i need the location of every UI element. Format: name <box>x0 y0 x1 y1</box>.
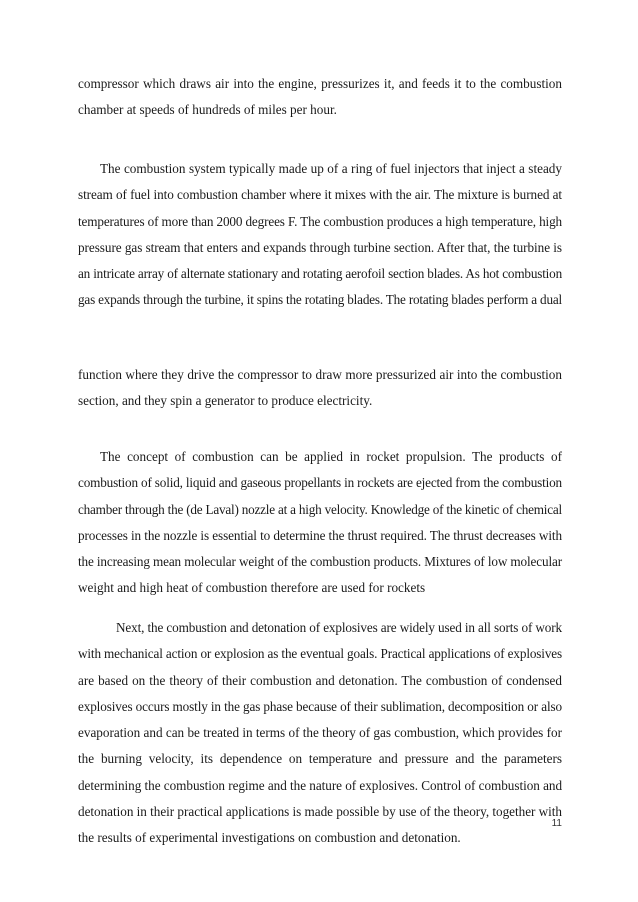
text-line: explosives occurs mostly in the gas phase because of their sublimation, decomposition or also <box>78 698 562 714</box>
text-line: section, and they spin a generator to produce electricity. <box>78 393 373 409</box>
text-line: weight and high heat of combustion therefore are used for rockets <box>78 580 426 596</box>
text-line: determining the combustion regime and the nature of explosives. Control of combustion and <box>78 777 562 793</box>
text-line: stream of fuel into combustion chamber where it mixes with the air. The mixture is burned at <box>78 187 562 203</box>
text-line: temperatures of more than 2000 degrees F. The combustion produces a high temperature, high <box>78 213 562 229</box>
text-line: detonation in their practical applications is made possible by use of the theory, together with <box>78 804 562 820</box>
text-line: compressor which draws air into the engine, pressurizes it, and feeds it to the combustion <box>78 76 562 91</box>
text-line: processes in the nozzle is essential to determine the thrust required. The thrust decreases with <box>78 527 562 543</box>
paragraph-function <box>78 362 562 415</box>
paragraph-combustion-system <box>78 156 562 314</box>
text-line: the increasing mean molecular weight of the combustion products. Mixtures of low molecular <box>78 554 562 570</box>
text-line: function where they drive the compressor to draw more pressurized air into the combustion <box>78 367 562 382</box>
text-line: an intricate array of alternate stationary and rotating aerofoil section blades. As hot combustion <box>78 266 562 282</box>
text-line: the results of experimental investigations on combustion and detonation. <box>78 830 461 846</box>
text-line: Next, the combustion and detonation of explosives are widely used in all sorts of work <box>116 620 562 635</box>
text-line: pressure gas stream that enters and expands through turbine section. After that, the turbine is <box>78 239 562 255</box>
text-line: The concept of combustion can be applied in rocket propulsion. The products of <box>100 449 562 464</box>
paragraph-compressor <box>78 71 562 124</box>
text-line: The combustion system typically made up of a ring of fuel injectors that inject a steady <box>100 161 562 176</box>
text-line: evaporation and can be treated in terms of the theory of gas combustion, which provides for <box>78 725 562 741</box>
paragraph-explosives <box>78 615 562 852</box>
text-line: the burning velocity, its dependence on temperature and pressure and the parameters <box>78 751 562 767</box>
text-line: are based on the theory of their combustion and detonation. The combustion of condensed <box>78 672 562 688</box>
page-number: 11 <box>551 818 562 829</box>
text-line: with mechanical action or explosion as the eventual goals. Practical applications of explosives <box>78 646 562 662</box>
text-line: combustion of solid, liquid and gaseous propellants in rockets are ejected from the combustion <box>78 475 562 491</box>
paragraph-rocket-propulsion <box>78 444 562 602</box>
text-line: gas expands through the turbine, it spins the rotating blades. The rotating blades perform a dual <box>78 292 562 308</box>
text-line: chamber at speeds of hundreds of miles per hour. <box>78 102 337 118</box>
text-line: chamber through the (de Laval) nozzle at a high velocity. Knowledge of the kinetic of chemical <box>78 501 562 517</box>
